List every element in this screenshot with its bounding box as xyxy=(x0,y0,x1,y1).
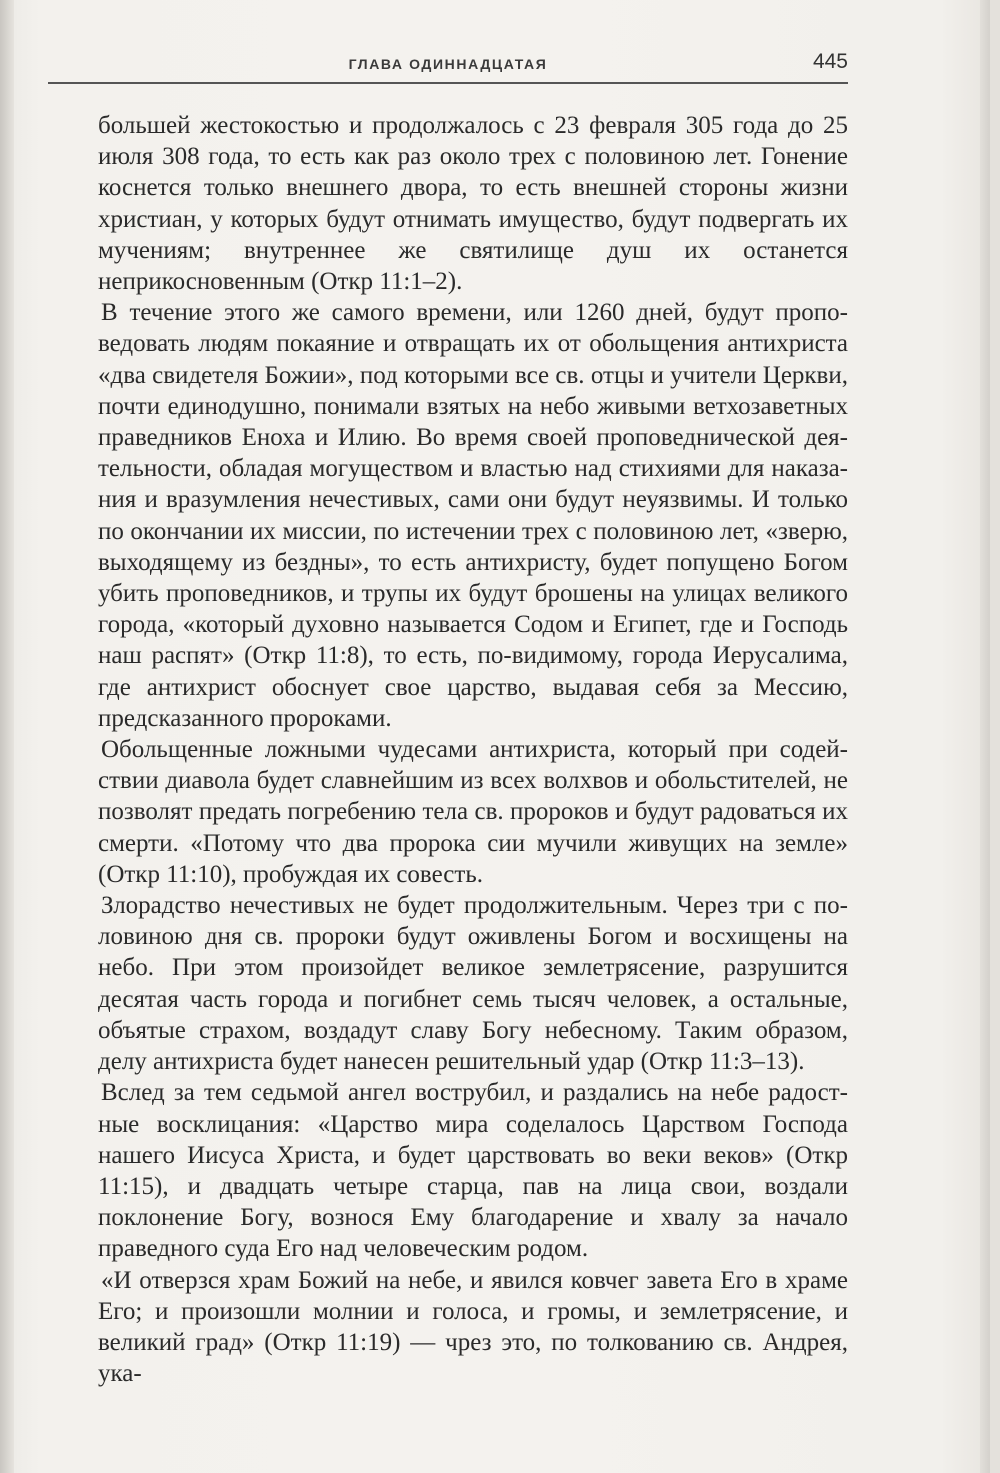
body-text xyxy=(98,110,848,1389)
header-rule xyxy=(48,82,848,84)
paragraph: В течение этого же самого времени, или 1260 дней, будут проповедовать людям покаяние и отвращать их от обольщения антихриста «два свидетеля Божии», под которыми все св. отцы и учители Церкви, почти единодушно, понимали взятых на небо живыми ветхозаветных праведников Еноха и Илию. Во время своей проповеднической деятельности, обладая могуществом и властью над стихиями для наказания и вразумления нечестивых, сами они будут неуязвимы. И только по окончании их миссии, по истечении трех с половиною лет, «зверю, выходящему из бездны», то есть антихристу, будет попущено Богом убить проповедников, и трупы их будут брошены на улицах великого города, «который духовно называется Содом и Египет, где и Господь наш распят» (Откр 11:8), то есть, по-видимому, города Иерусалима, где антихрист обоснует свое царство, выдавая себя за Мессию, предсказанного пророками. xyxy=(98,299,848,732)
chapter-title: ГЛАВА ОДИННАДЦАТАЯ xyxy=(348,56,548,72)
paragraph: Вслед за тем седьмой ангел вострубил, и раздались на небе радостные восклицания: «Царство мира соделалось Царством Господа нашего Иисуса Христа, и будет царствовать во веки веков» (Откр 11:15), и двадцать четыре старца, пав на лица свои, воздали поклонение Богу, вознося Ему благодарение и хвалу за начало праведного суда Его над человеческим родом. xyxy=(98,1079,848,1263)
running-header xyxy=(48,50,848,80)
page-binding-shadow xyxy=(0,0,14,1473)
page-number: 445 xyxy=(812,50,848,73)
page-right-edge xyxy=(980,0,990,1473)
paragraph: Обольщенные ложными чудесами антихриста, который при содействии диавола будет славнейшим из всех волхвов и обольстителей, не позволят предать погребению тела св. пророков и будут радоваться их смерти. «Потому что два пророка сии мучили живущих на земле» (Откр 11:10), пробуждая их совесть. xyxy=(98,736,848,888)
paragraph: большей жестокостью и продолжалось с 23 февраля 305 года до 25 июля 308 года, то есть как раз около трех с половиною лет. Гонение коснется только внешнего двора, то есть внешней стороны жизни христиан, у которых будут отнимать имущество, будут подвергать их мучениям; внутреннее же святилище душ их останется неприкосновенным (Откр 11:1–2). xyxy=(98,112,848,296)
paragraph: Злорадство нечестивых не будет продолжительным. Через три с половиною дня св. пророки будут оживлены Богом и восхищены на небо. При этом произойдет великое землетрясение, разрушится десятая часть города и погибнет семь тысяч человек, а остальные, объятые страхом, воздадут славу Богу небесному. Таким образом, делу антихриста будет нанесен решительный удар (Откр 11:3–13). xyxy=(98,892,848,1076)
paragraph: «И отверзся храм Божий на небе, и явился ковчег завета Его в храме Его; и произошли молнии и голоса, и громы, и землетрясение, и великий град» (Откр 11:19) — чрез это, по толкованию св. Андрея, ука- xyxy=(98,1266,848,1388)
